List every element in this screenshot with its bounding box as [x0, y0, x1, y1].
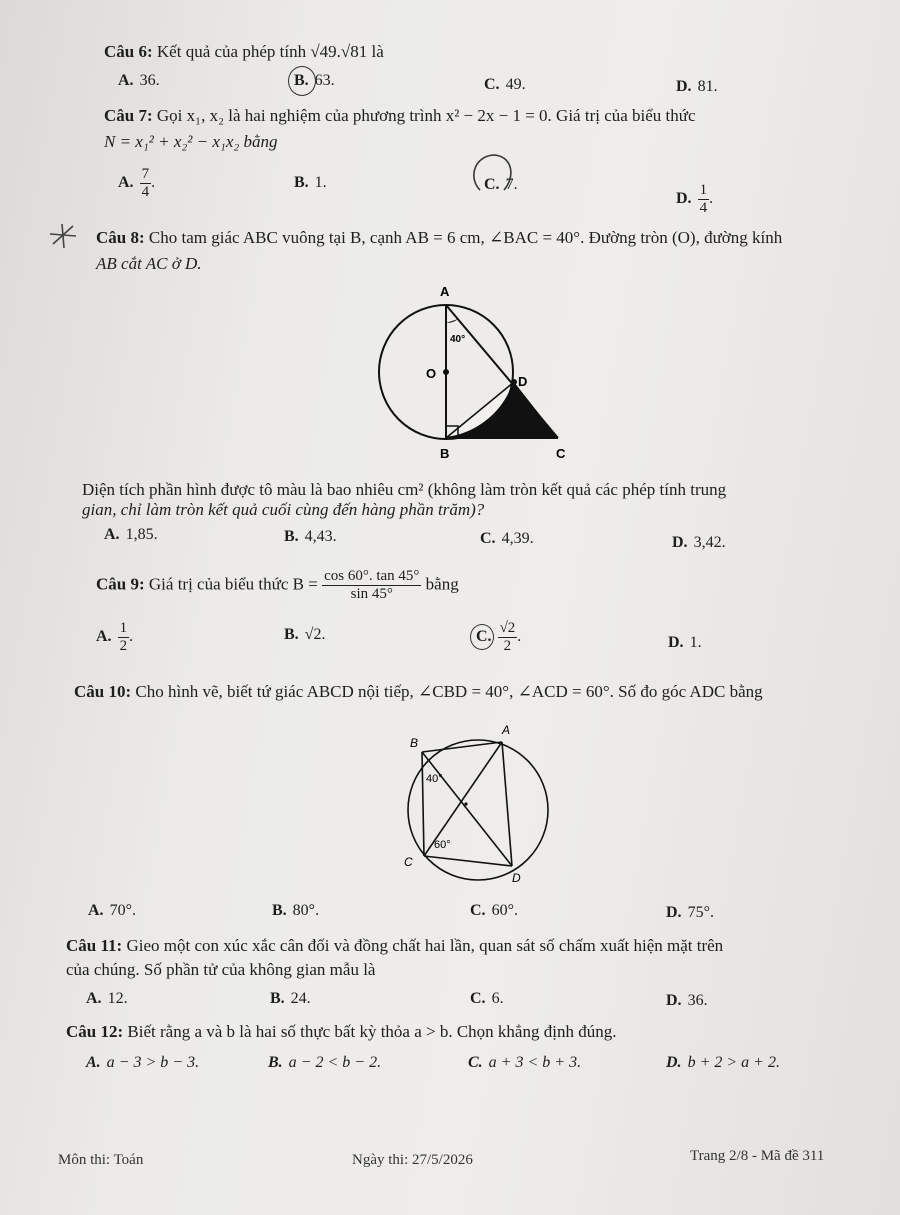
option-value: √2. — [304, 626, 326, 643]
question-10-option-c[interactable] — [470, 902, 518, 920]
question-8-prompt: Diện tích phần hình được tô màu là bao nhiêu cm² (không làm tròn kết quả các phép tính trung — [82, 480, 727, 499]
denominator: 2 — [119, 638, 128, 654]
question-9-option-d[interactable] — [668, 634, 702, 652]
question-11-label: Câu 11: — [66, 936, 123, 955]
question-12-label: Câu 12: — [66, 1022, 124, 1041]
label-c: C — [556, 446, 566, 461]
option-letter: B. — [284, 626, 299, 643]
option-letter: C. — [470, 902, 486, 919]
option-value: 75°. — [687, 904, 714, 921]
question-8-option-d[interactable] — [672, 534, 726, 552]
option-value: 63. — [314, 72, 335, 89]
question-7-option-d[interactable]: D. $\frac{1}{4}$ . — [676, 182, 714, 216]
numerator: cos 60°. tan 45° — [324, 568, 420, 584]
question-7-text: Gọi x₁, x₂ là hai nghiệm của phương trình x² − 2x − 1 = 0. Giá trị của biểu thức — [156, 106, 696, 125]
label-b: B — [440, 446, 450, 461]
option-letter: C. — [480, 530, 496, 547]
footer-page: Trang 2/8 - Mã đề 311 — [690, 1148, 825, 1164]
triangle-circle-figure — [370, 278, 590, 468]
question-9-text: Giá trị của biểu thức B = — [148, 574, 318, 594]
option-value: a + 3 < b + 3. — [488, 1054, 582, 1071]
option-letter: B. — [294, 72, 309, 89]
denominator: 2 — [503, 638, 512, 654]
question-8 — [96, 226, 782, 250]
question-8-option-c[interactable] — [480, 530, 534, 548]
question-7-label: Câu 7: — [104, 106, 153, 125]
answer-circle-mark — [466, 150, 518, 202]
fraction — [698, 182, 710, 217]
question-11-text-line2: của chúng. Số phần tử của không gian mẫu là — [66, 960, 376, 979]
question-9-option-c[interactable]: C. $\frac{√2}{2}$ . — [476, 620, 522, 654]
option-letter: C. — [484, 76, 500, 93]
option-value: 70°. — [109, 902, 136, 919]
option-letter: A. — [118, 174, 134, 192]
question-10-option-b[interactable] — [272, 902, 319, 920]
question-9-label: Câu 9: — [96, 574, 145, 594]
option-value: 4,39. — [501, 530, 534, 547]
denominator: 4 — [699, 200, 708, 216]
question-9-option-b[interactable] — [284, 626, 325, 644]
star-mark-icon — [46, 222, 80, 250]
option-value: a − 3 > b − 3. — [106, 1054, 200, 1071]
question-12-text: Biết rằng a và b là hai số thực bất kỳ thỏa a > b. Chọn khẳng định đúng. — [127, 1022, 617, 1041]
numerator: √2 — [499, 620, 516, 636]
question-9-text-end: bằng — [425, 574, 459, 594]
option-value: 36. — [687, 992, 708, 1009]
numerator: 1 — [699, 182, 708, 198]
option-letter: A. — [118, 72, 134, 89]
option-letter: A. — [104, 526, 120, 543]
cyclic-quadrilateral-figure — [398, 720, 558, 886]
question-10-option-d[interactable] — [666, 904, 714, 922]
question-8-option-b[interactable] — [284, 528, 337, 546]
answer-circle-mark — [470, 624, 494, 650]
angle-label: 60° — [434, 839, 451, 851]
option-value: b + 2 > a + 2. — [687, 1054, 780, 1071]
option-value: a − 2 < b − 2. — [288, 1054, 382, 1071]
question-12-option-c[interactable] — [468, 1054, 581, 1072]
question-11-option-c[interactable] — [470, 990, 504, 1008]
question-9 — [96, 568, 459, 603]
question-6-option-a[interactable] — [118, 72, 160, 90]
option-value: 1. — [689, 634, 702, 651]
option-value: 6. — [491, 990, 504, 1007]
option-letter: D. — [668, 634, 684, 651]
question-8-text-line4: gian, chỉ làm tròn kết quả cuối cùng đến hàng phần trăm)? — [82, 500, 485, 519]
question-7 — [104, 104, 696, 128]
option-value: 1. — [314, 174, 327, 191]
question-11-option-a[interactable] — [86, 990, 128, 1008]
label-b: B — [410, 736, 419, 750]
question-11-option-b[interactable] — [270, 990, 311, 1008]
option-letter: B. — [272, 902, 287, 919]
numerator: 1 — [119, 620, 128, 636]
option-value: 49. — [505, 76, 526, 93]
denominator: sin 45° — [350, 586, 393, 602]
option-letter: A. — [86, 990, 102, 1007]
option-letter: C. — [470, 990, 486, 1007]
option-value: 80°. — [292, 902, 320, 919]
question-7-text-line2: N = x₁² + x₂² − x₁x₂ bằng — [104, 132, 278, 151]
question-8-option-a[interactable] — [104, 526, 158, 544]
option-value: 60°. — [491, 902, 518, 919]
option-value: 3,42. — [693, 534, 726, 551]
fraction — [322, 568, 421, 603]
question-12 — [66, 1020, 616, 1044]
question-8-label: Câu 8: — [96, 228, 145, 247]
question-12-option-a[interactable] — [86, 1054, 199, 1072]
option-value: 4,43. — [304, 528, 337, 545]
angle-label: 40° — [426, 773, 443, 785]
label-a: A — [440, 284, 450, 299]
fraction — [498, 620, 518, 655]
option-letter: D. — [676, 190, 692, 208]
option-letter: A. — [86, 1054, 101, 1071]
label-c: C — [404, 855, 413, 869]
question-7-option-b[interactable] — [294, 174, 327, 192]
question-8-text-line2: AB cắt AC ở D. — [96, 254, 202, 273]
question-12-option-d[interactable] — [666, 1054, 780, 1072]
question-6-option-d[interactable] — [676, 78, 718, 96]
option-value: 36. — [139, 72, 160, 89]
numerator: 7 — [141, 166, 150, 182]
footer-subject: Môn thi: Toán — [58, 1152, 144, 1168]
option-letter: D. — [666, 904, 682, 921]
fraction — [140, 166, 152, 201]
question-9-option-a[interactable]: A. $\frac{1}{2}$ . — [96, 620, 134, 654]
option-letter: A. — [96, 628, 112, 646]
question-7-option-a[interactable]: A. $\frac{7}{4}$ . — [118, 166, 156, 200]
option-letter: B. — [268, 1054, 283, 1071]
option-letter: C. — [468, 1054, 483, 1071]
denominator: 4 — [141, 184, 150, 200]
option-value: 1,85. — [125, 526, 158, 543]
fraction — [118, 620, 130, 655]
angle-label: 40° — [450, 334, 466, 345]
question-6-option-c[interactable] — [484, 76, 526, 94]
option-value: 12. — [107, 990, 128, 1007]
question-10 — [74, 680, 763, 704]
option-value: 81. — [697, 78, 718, 95]
question-10-label: Câu 10: — [74, 682, 132, 701]
question-10-option-a[interactable] — [88, 902, 136, 920]
label-o: O — [426, 366, 437, 381]
question-11 — [66, 934, 723, 958]
option-letter: D. — [666, 992, 682, 1009]
option-letter: B. — [270, 990, 285, 1007]
question-8-text: Cho tam giác ABC vuông tại B, cạnh AB = 6 cm, ∠BAC = 40°. Đường tròn (O), đường kính — [148, 228, 783, 247]
label-a: A — [502, 723, 511, 737]
question-11-option-d[interactable] — [666, 992, 708, 1010]
question-6-label: Câu 6: — [104, 42, 153, 61]
option-letter: C. — [484, 176, 500, 193]
label-d: D — [512, 871, 521, 885]
option-value: 24. — [290, 990, 311, 1007]
option-letter: D. — [666, 1054, 682, 1071]
label-d: D — [518, 374, 528, 389]
option-letter: D. — [672, 534, 688, 551]
question-6 — [104, 40, 384, 64]
option-letter: B. — [294, 174, 309, 191]
option-letter: C. — [476, 628, 492, 646]
option-letter: B. — [284, 528, 299, 545]
question-11-text: Gieo một con xúc xắc cân đối và đồng chất hai lần, quan sát số chấm xuất hiện mặt trên — [126, 936, 724, 955]
question-12-option-b[interactable] — [268, 1054, 381, 1072]
option-letter: A. — [88, 902, 104, 919]
footer-date: Ngày thi: 27/5/2026 — [352, 1152, 473, 1168]
option-value: 7. — [505, 176, 518, 193]
option-letter: D. — [676, 78, 692, 95]
question-6-text: Kết quả của phép tính √49.√81 là — [156, 42, 384, 61]
answer-circle-mark — [288, 66, 316, 96]
question-10-text: Cho hình vẽ, biết tứ giác ABCD nội tiếp, ∠CBD = 40°, ∠ACD = 60°. Số đo góc ADC bằng — [135, 682, 763, 701]
